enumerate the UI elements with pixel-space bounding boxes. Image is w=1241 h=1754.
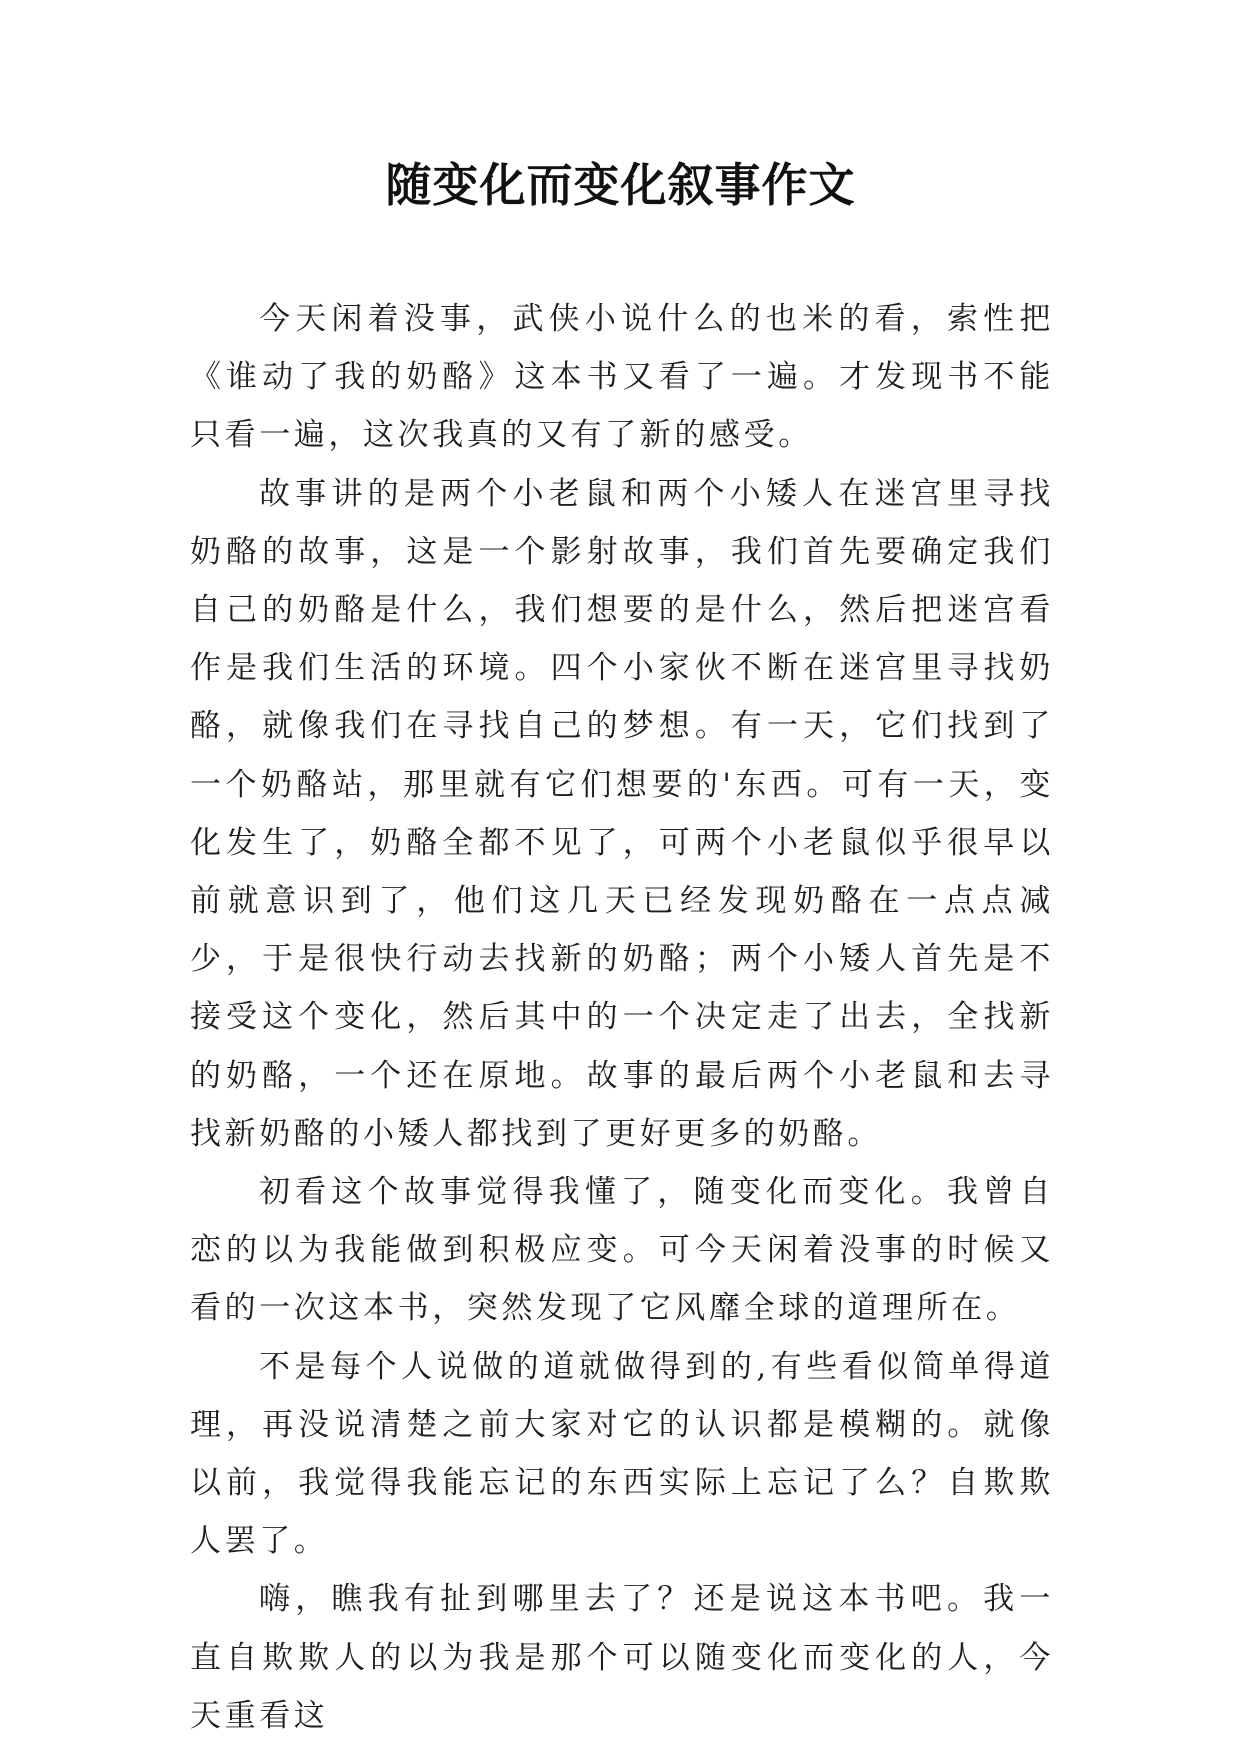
paragraph-4: 不是每个人说做的道就做得到的,有些看似简单得道理，再没说清楚之前大家对它的认识都是模糊的。就像以前，我觉得我能忘记的东西实际上忘记了么？自欺欺人罢了。 [190,1348,1054,1560]
paragraph-2: 故事讲的是两个小老鼠和两个小矮人在迷宫里寻找奶酪的故事，这是一个影射故事，我们首先要确定我们自己的奶酪是什么，我们想要的是什么，然后把迷宫看作是我们生活的环境。四个小家伙不断在迷宫里寻找奶酪，就像我们在寻找自己的梦想。有一天，它们找到了一个奶酪站，那里就有它们想要的'东西。可有一天，变化发生了，奶酪全都不见了，可两个小老鼠似乎很早以前就意识到了，他们这几天已经发现奶酪在一点点减少，于是很快行动去找新的奶酪；两个小矮人首先是不接受这个变化，然后其中的一个决定走了出去，全找新的奶酪，一个还在原地。故事的最后两个小老鼠和去寻找新奶酪的小矮人都找到了更好更多的奶酪。 [190,475,1054,1152]
paragraph-1: 今天闲着没事，武侠小说什么的也米的看，索性把《谁动了我的奶酪》这本书又看了一遍。才发现书不能只看一遍，这次我真的又有了新的感受。 [190,301,1054,454]
document-title: 随变化而变化叙事作文 [385,158,856,212]
paragraph-5: 嗨，瞧我有扯到哪里去了？还是说这本书吧。我一直自欺欺人的以为我是那个可以随变化而变化的人，今天重看这 [190,1581,1054,1734]
document-body [190,290,1054,1745]
paragraph-3: 初看这个故事觉得我懂了，随变化而变化。我曾自恋的以为我能做到积极应变。可今天闲着没事的时候又看的一次这本书，突然发现了它风靡全球的道理所在。 [190,1174,1054,1327]
